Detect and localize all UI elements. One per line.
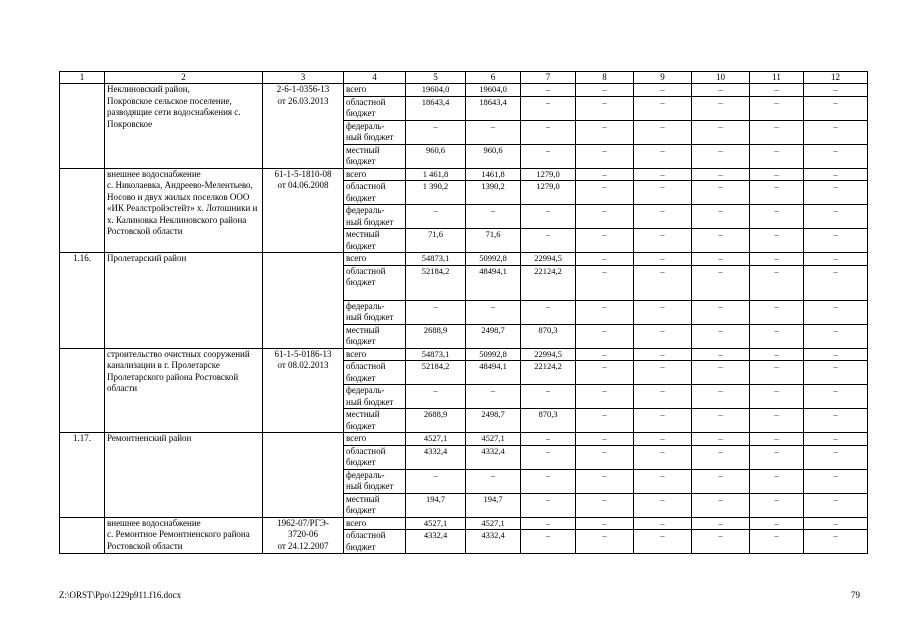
table-row xyxy=(60,348,868,361)
value-cell-c8: – xyxy=(576,433,634,446)
value-cell-c10: – xyxy=(692,517,750,530)
funding-source: местный бюджет xyxy=(344,144,406,168)
value-cell-c12: – xyxy=(804,300,868,324)
value-cell-c5: – xyxy=(406,205,466,229)
funding-source: областной бюджет xyxy=(344,181,406,205)
value-cell-c5: 4527,1 xyxy=(406,517,466,530)
value-cell-c7: 1279,0 xyxy=(521,181,576,205)
value-cell-c11: – xyxy=(750,300,804,324)
value-cell-c11: – xyxy=(750,96,804,120)
value-cell-c12: – xyxy=(804,181,868,205)
value-cell-c9: – xyxy=(634,96,692,120)
value-cell-c11: – xyxy=(750,530,804,554)
value-cell-c6: 4332,4 xyxy=(466,445,521,469)
value-cell-c5: – xyxy=(406,469,466,493)
value-cell-c12: – xyxy=(804,265,868,300)
value-cell-c5: 1 461,8 xyxy=(406,168,466,181)
value-cell-c8: – xyxy=(576,300,634,324)
expertise-code xyxy=(263,433,344,518)
value-cell-c12: – xyxy=(804,385,868,409)
header-row xyxy=(60,72,868,84)
value-cell-c5: 19604,0 xyxy=(406,84,466,97)
value-cell-c5: 2688,9 xyxy=(406,324,466,348)
value-cell-c7: 870,3 xyxy=(521,324,576,348)
column-header-5: 5 xyxy=(406,72,466,84)
value-cell-c10: – xyxy=(692,120,750,144)
value-cell-c6: – xyxy=(466,300,521,324)
value-cell-c11: – xyxy=(750,409,804,433)
value-cell-c9: – xyxy=(634,348,692,361)
funding-source: местный бюджет xyxy=(344,409,406,433)
value-cell-c8: – xyxy=(576,96,634,120)
value-cell-c8: – xyxy=(576,469,634,493)
value-cell-c6: 1390,2 xyxy=(466,181,521,205)
funding-source: всего xyxy=(344,348,406,361)
value-cell-c11: – xyxy=(750,205,804,229)
value-cell-c11: – xyxy=(750,361,804,385)
value-cell-c9: – xyxy=(634,469,692,493)
funding-source: федераль- ный бюджет xyxy=(344,385,406,409)
value-cell-c12: – xyxy=(804,229,868,253)
funding-source: всего xyxy=(344,433,406,446)
value-cell-c8: – xyxy=(576,493,634,517)
object-name: Пролетарский район xyxy=(105,253,263,349)
value-cell-c8: – xyxy=(576,445,634,469)
value-cell-c9: – xyxy=(634,144,692,168)
value-cell-c7: – xyxy=(521,84,576,97)
funding-source: местный бюджет xyxy=(344,493,406,517)
value-cell-c6: 960,6 xyxy=(466,144,521,168)
value-cell-c8: – xyxy=(576,253,634,266)
value-cell-c7: – xyxy=(521,229,576,253)
value-cell-c10: – xyxy=(692,144,750,168)
column-header-12: 12 xyxy=(804,72,868,84)
value-cell-c10: – xyxy=(692,361,750,385)
funding-source: федераль- ный бюджет xyxy=(344,120,406,144)
funding-source: всего xyxy=(344,517,406,530)
item-number xyxy=(60,517,105,554)
value-cell-c7: 22124,2 xyxy=(521,361,576,385)
value-cell-c7: 22994,5 xyxy=(521,253,576,266)
value-cell-c11: – xyxy=(750,493,804,517)
value-cell-c9: – xyxy=(634,253,692,266)
object-name: Неклиновский район, Покровское сельское поселение, разводящие сети водоснабжения с. Покровское xyxy=(105,84,263,169)
column-header-8: 8 xyxy=(576,72,634,84)
funding-source: местный бюджет xyxy=(344,324,406,348)
value-cell-c7: 22124,2 xyxy=(521,265,576,300)
funding-source: местный бюджет xyxy=(344,229,406,253)
value-cell-c9: – xyxy=(634,530,692,554)
value-cell-c11: – xyxy=(750,265,804,300)
value-cell-c7: – xyxy=(521,300,576,324)
table-row xyxy=(60,84,868,97)
value-cell-c11: – xyxy=(750,144,804,168)
value-cell-c12: – xyxy=(804,409,868,433)
value-cell-c6: 194,7 xyxy=(466,493,521,517)
column-header-10: 10 xyxy=(692,72,750,84)
value-cell-c10: – xyxy=(692,168,750,181)
value-cell-c8: – xyxy=(576,205,634,229)
table-row xyxy=(60,433,868,446)
value-cell-c12: – xyxy=(804,253,868,266)
column-header-9: 9 xyxy=(634,72,692,84)
value-cell-c11: – xyxy=(750,469,804,493)
value-cell-c9: – xyxy=(634,445,692,469)
expertise-code xyxy=(263,253,344,349)
value-cell-c10: – xyxy=(692,493,750,517)
value-cell-c10: – xyxy=(692,469,750,493)
item-number: 1.16. xyxy=(60,253,105,349)
value-cell-c9: – xyxy=(634,205,692,229)
value-cell-c12: – xyxy=(804,324,868,348)
expertise-code: 2-6-1-0356-13 от 26.03.2013 xyxy=(263,84,344,169)
value-cell-c9: – xyxy=(634,84,692,97)
value-cell-c9: – xyxy=(634,168,692,181)
value-cell-c5: 4527,1 xyxy=(406,433,466,446)
funding-source: областной бюджет xyxy=(344,361,406,385)
funding-source: федераль- ный бюджет xyxy=(344,469,406,493)
value-cell-c8: – xyxy=(576,530,634,554)
value-cell-c10: – xyxy=(692,409,750,433)
value-cell-c7: – xyxy=(521,517,576,530)
page-number: 79 xyxy=(851,590,860,600)
value-cell-c12: – xyxy=(804,445,868,469)
value-cell-c10: – xyxy=(692,300,750,324)
value-cell-c9: – xyxy=(634,385,692,409)
value-cell-c11: – xyxy=(750,181,804,205)
item-number xyxy=(60,348,105,433)
value-cell-c6: 18643,4 xyxy=(466,96,521,120)
value-cell-c5: 54873,1 xyxy=(406,348,466,361)
value-cell-c6: – xyxy=(466,120,521,144)
value-cell-c5: 54873,1 xyxy=(406,253,466,266)
object-name: внешнее водоснабжение с. Николаевка, Андреево-Мелентьево, Носово и двух жилых поселков ООО «ИК Реалстройэстейт» х. Лотошники и х. Калиновка Неклиновского района Ростовской области xyxy=(105,168,263,253)
value-cell-c5: 194,7 xyxy=(406,493,466,517)
value-cell-c12: – xyxy=(804,469,868,493)
value-cell-c8: – xyxy=(576,229,634,253)
value-cell-c10: – xyxy=(692,445,750,469)
value-cell-c7: – xyxy=(521,96,576,120)
value-cell-c8: – xyxy=(576,265,634,300)
file-path: Z:\ORST\Ppo\1229p911.f16.docx xyxy=(59,590,182,600)
column-header-2: 2 xyxy=(105,72,263,84)
funding-source: областной бюджет xyxy=(344,445,406,469)
column-header-1: 1 xyxy=(60,72,105,84)
funding-source: федераль- ный бюджет xyxy=(344,300,406,324)
table-row xyxy=(60,253,868,266)
value-cell-c5: 52184,2 xyxy=(406,361,466,385)
value-cell-c12: – xyxy=(804,205,868,229)
value-cell-c7: – xyxy=(521,205,576,229)
value-cell-c6: – xyxy=(466,385,521,409)
value-cell-c12: – xyxy=(804,433,868,446)
value-cell-c5: 2688,9 xyxy=(406,409,466,433)
value-cell-c9: – xyxy=(634,517,692,530)
value-cell-c7: 870,3 xyxy=(521,409,576,433)
value-cell-c10: – xyxy=(692,205,750,229)
value-cell-c8: – xyxy=(576,409,634,433)
value-cell-c6: 71,6 xyxy=(466,229,521,253)
funding-source: областной бюджет xyxy=(344,96,406,120)
value-cell-c11: – xyxy=(750,445,804,469)
funding-source: федераль- ный бюджет xyxy=(344,205,406,229)
value-cell-c11: – xyxy=(750,433,804,446)
value-cell-c5: – xyxy=(406,385,466,409)
funding-source: областной бюджет xyxy=(344,265,406,300)
value-cell-c11: – xyxy=(750,324,804,348)
value-cell-c8: – xyxy=(576,385,634,409)
value-cell-c5: 4332,4 xyxy=(406,445,466,469)
value-cell-c10: – xyxy=(692,181,750,205)
value-cell-c10: – xyxy=(692,385,750,409)
object-name: строительство очистных сооружений канализации в г. Пролетарске Пролетарского района Ростовской области xyxy=(105,348,263,433)
value-cell-c9: – xyxy=(634,300,692,324)
value-cell-c11: – xyxy=(750,348,804,361)
value-cell-c10: – xyxy=(692,348,750,361)
value-cell-c5: 960,6 xyxy=(406,144,466,168)
value-cell-c12: – xyxy=(804,348,868,361)
value-cell-c10: – xyxy=(692,84,750,97)
value-cell-c12: – xyxy=(804,144,868,168)
value-cell-c6: 48494,1 xyxy=(466,265,521,300)
expertise-code: 61-1-5-0186-13 от 08.02.2013 xyxy=(263,348,344,433)
value-cell-c5: 52184,2 xyxy=(406,265,466,300)
value-cell-c7: – xyxy=(521,385,576,409)
value-cell-c8: – xyxy=(576,144,634,168)
table-body xyxy=(60,84,868,554)
value-cell-c8: – xyxy=(576,348,634,361)
value-cell-c5: – xyxy=(406,120,466,144)
funding-source: всего xyxy=(344,253,406,266)
value-cell-c10: – xyxy=(692,530,750,554)
column-header-11: 11 xyxy=(750,72,804,84)
value-cell-c10: – xyxy=(692,96,750,120)
budget-table xyxy=(59,71,868,554)
item-number xyxy=(60,168,105,253)
value-cell-c9: – xyxy=(634,409,692,433)
value-cell-c9: – xyxy=(634,120,692,144)
value-cell-c11: – xyxy=(750,229,804,253)
object-name: внешнее водоснабжение с. Ремонтное Ремонтненского района Ростовской области xyxy=(105,517,263,554)
value-cell-c6: 19604,0 xyxy=(466,84,521,97)
funding-source: всего xyxy=(344,84,406,97)
value-cell-c5: 1 390,2 xyxy=(406,181,466,205)
value-cell-c8: – xyxy=(576,168,634,181)
value-cell-c7: – xyxy=(521,445,576,469)
value-cell-c12: – xyxy=(804,361,868,385)
funding-source: областной бюджет xyxy=(344,530,406,554)
value-cell-c6: 4332,4 xyxy=(466,530,521,554)
value-cell-c10: – xyxy=(692,229,750,253)
value-cell-c9: – xyxy=(634,433,692,446)
value-cell-c6: 2498,7 xyxy=(466,324,521,348)
value-cell-c10: – xyxy=(692,324,750,348)
value-cell-c6: 2498,7 xyxy=(466,409,521,433)
value-cell-c5: 4332,4 xyxy=(406,530,466,554)
value-cell-c7: 1279,0 xyxy=(521,168,576,181)
value-cell-c7: – xyxy=(521,530,576,554)
value-cell-c9: – xyxy=(634,181,692,205)
value-cell-c8: – xyxy=(576,361,634,385)
value-cell-c8: – xyxy=(576,181,634,205)
value-cell-c9: – xyxy=(634,265,692,300)
value-cell-c12: – xyxy=(804,493,868,517)
value-cell-c7: – xyxy=(521,469,576,493)
value-cell-c8: – xyxy=(576,84,634,97)
column-header-6: 6 xyxy=(466,72,521,84)
value-cell-c6: 50992,8 xyxy=(466,253,521,266)
table-row xyxy=(60,517,868,530)
table-row xyxy=(60,168,868,181)
item-number: 1.17. xyxy=(60,433,105,518)
value-cell-c9: – xyxy=(634,229,692,253)
funding-source: всего xyxy=(344,168,406,181)
value-cell-c6: 50992,8 xyxy=(466,348,521,361)
expertise-code: 61-1-5-1810-08 от 04.06.2008 xyxy=(263,168,344,253)
value-cell-c6: 48494,1 xyxy=(466,361,521,385)
object-name: Ремонтненский район xyxy=(105,433,263,518)
value-cell-c11: – xyxy=(750,517,804,530)
value-cell-c5: – xyxy=(406,300,466,324)
value-cell-c11: – xyxy=(750,120,804,144)
value-cell-c10: – xyxy=(692,265,750,300)
value-cell-c7: 22994,5 xyxy=(521,348,576,361)
value-cell-c7: – xyxy=(521,433,576,446)
value-cell-c12: – xyxy=(804,120,868,144)
value-cell-c11: – xyxy=(750,253,804,266)
table-header xyxy=(60,72,868,84)
value-cell-c9: – xyxy=(634,324,692,348)
value-cell-c11: – xyxy=(750,385,804,409)
column-header-3: 3 xyxy=(263,72,344,84)
value-cell-c7: – xyxy=(521,493,576,517)
value-cell-c11: – xyxy=(750,168,804,181)
value-cell-c12: – xyxy=(804,517,868,530)
value-cell-c12: – xyxy=(804,84,868,97)
column-header-7: 7 xyxy=(521,72,576,84)
value-cell-c12: – xyxy=(804,96,868,120)
expertise-code: 1962-07/РГЭ- 3720-06 от 24.12.2007 xyxy=(263,517,344,554)
column-header-4: 4 xyxy=(344,72,406,84)
value-cell-c9: – xyxy=(634,361,692,385)
value-cell-c8: – xyxy=(576,324,634,348)
value-cell-c6: – xyxy=(466,469,521,493)
value-cell-c10: – xyxy=(692,433,750,446)
value-cell-c7: – xyxy=(521,120,576,144)
value-cell-c8: – xyxy=(576,120,634,144)
value-cell-c12: – xyxy=(804,530,868,554)
value-cell-c6: – xyxy=(466,205,521,229)
value-cell-c6: 4527,1 xyxy=(466,517,521,530)
value-cell-c10: – xyxy=(692,253,750,266)
value-cell-c6: 4527,1 xyxy=(466,433,521,446)
value-cell-c12: – xyxy=(804,168,868,181)
value-cell-c8: – xyxy=(576,517,634,530)
item-number xyxy=(60,84,105,169)
value-cell-c6: 1461,8 xyxy=(466,168,521,181)
value-cell-c7: – xyxy=(521,144,576,168)
value-cell-c5: 71,6 xyxy=(406,229,466,253)
value-cell-c11: – xyxy=(750,84,804,97)
value-cell-c5: 18643,4 xyxy=(406,96,466,120)
value-cell-c9: – xyxy=(634,493,692,517)
